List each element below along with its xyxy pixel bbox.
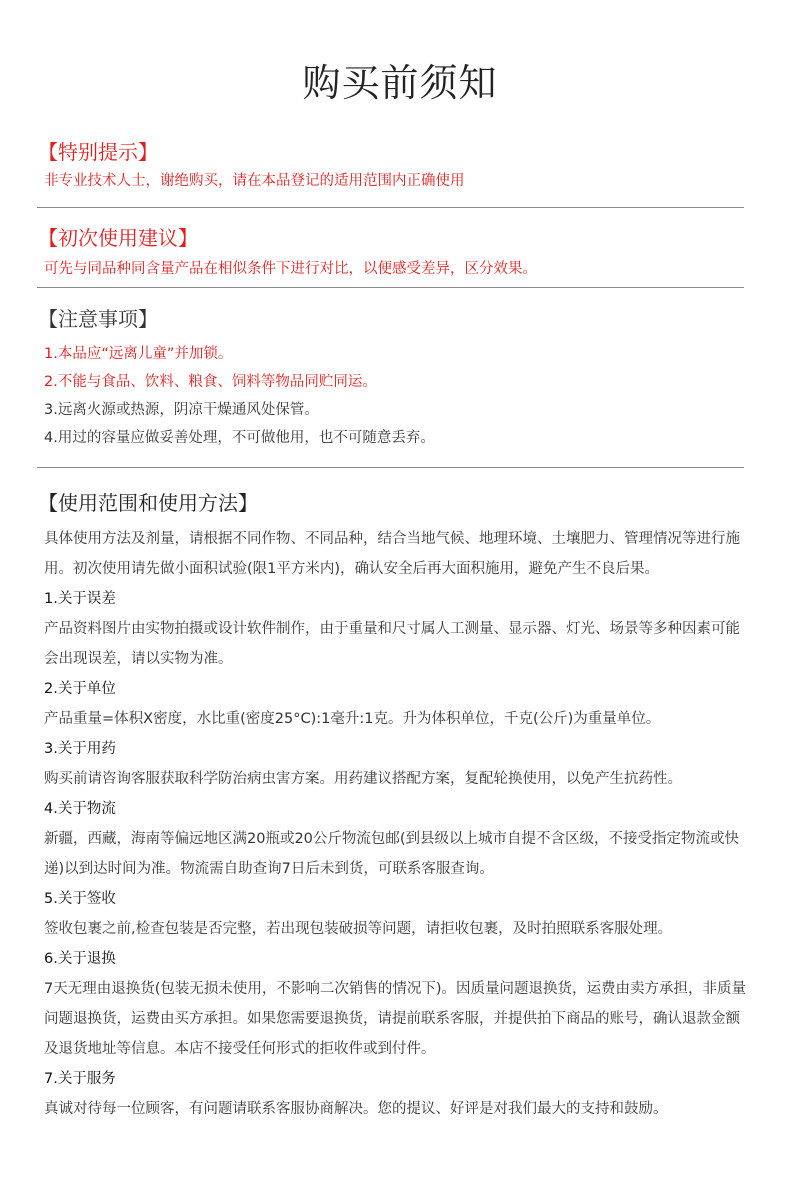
- usage-section-text: 签收包裹之前,检查包装是否完整，若出现包装破损等问题，请拒收包裹，及时拍照联系客服处理。: [44, 921, 673, 937]
- usage-heading: 【使用范围和使用方法】: [38, 491, 258, 515]
- usage-section-title: 6.关于退换: [44, 951, 116, 967]
- page-title: 购买前须知: [302, 61, 498, 105]
- usage-section-text: 7天无理由退换货(包装无损未使用，不影响二次销售的情况下)。因质量问题退换货，运费由卖方承担，非质量问题退换货，运费由买方承担。如果您需要退换货，请提前联系客服，并提供拍下商品的账号，确认退款金额及退货地址等信息。本店不接受任何形式的拒收件或到付件。: [44, 981, 747, 1057]
- usage-section-text: 真诚对待每一位顾客，有问题请联系客服协商解决。您的提议、好评是对我们最大的支持和鼓励。: [44, 1101, 668, 1117]
- usage-section-title: 3.关于用药: [44, 741, 116, 757]
- notes-item: 2.不能与食品、饮料、粮食、饲料等物品同贮同运。: [44, 374, 377, 390]
- divider: [37, 467, 744, 468]
- usage-body: [44, 524, 749, 1124]
- first-use-heading: 【初次使用建议】: [38, 226, 198, 250]
- usage-section-text: 产品资料图片由实物拍摄或设计软件制作，由于重量和尺寸属人工测量、显示器、灯光、场景等多种因素可能会出现误差，请以实物为准。: [44, 621, 740, 667]
- usage-section-title: 2.关于单位: [44, 681, 116, 697]
- notes-heading: 【注意事项】: [38, 307, 158, 331]
- usage-section-title: 1.关于误差: [44, 591, 116, 607]
- notes-item: 1.本品应“远离儿童”并加锁。: [44, 346, 233, 362]
- first-use-text: 可先与同品种同含量产品在相似条件下进行对比，以便感受差异，区分效果。: [44, 261, 537, 277]
- special-heading: 【特别提示】: [38, 140, 158, 164]
- usage-section-text: 购买前请咨询客服获取科学防治病虫害方案。用药建议搭配方案，复配轮换使用，以免产生抗药性。: [44, 771, 682, 787]
- usage-section-text: 产品重量=体积X密度，水比重(密度25°C):1毫升:1克。升为体积单位，千克(公斤)为重量单位。: [44, 711, 661, 727]
- usage-section-title: 7.关于服务: [44, 1071, 116, 1087]
- usage-section-text: 新疆，西藏，海南等偏远地区满20瓶或20公斤物流包邮(到县级以上城市自提不含区级，不接受指定物流或快递)以到达时间为准。物流需自助查询7日后未到货，可联系客服查询。: [44, 831, 740, 877]
- special-text: 非专业技术人士，谢绝购买，请在本品登记的适用范围内正确使用: [44, 173, 465, 189]
- usage-intro: 具体使用方法及剂量，请根据不同作物、不同品种，结合当地气候、地理环境、土壤肥力、管理情况等进行施用。初次使用请先做小面积试验(限1平方米内)，确认安全后再大面积施用，避免产生不良后果。: [44, 531, 740, 577]
- notes-item: 4.用过的容量应做妥善处理，不可做他用，也不可随意丢弃。: [44, 430, 435, 446]
- notes-item: 3.远离火源或热源，阴凉干燥通风处保管。: [44, 402, 319, 418]
- usage-section-title: 5.关于签收: [44, 891, 116, 907]
- divider: [37, 207, 744, 208]
- usage-section-title: 4.关于物流: [44, 801, 116, 817]
- divider: [37, 287, 744, 288]
